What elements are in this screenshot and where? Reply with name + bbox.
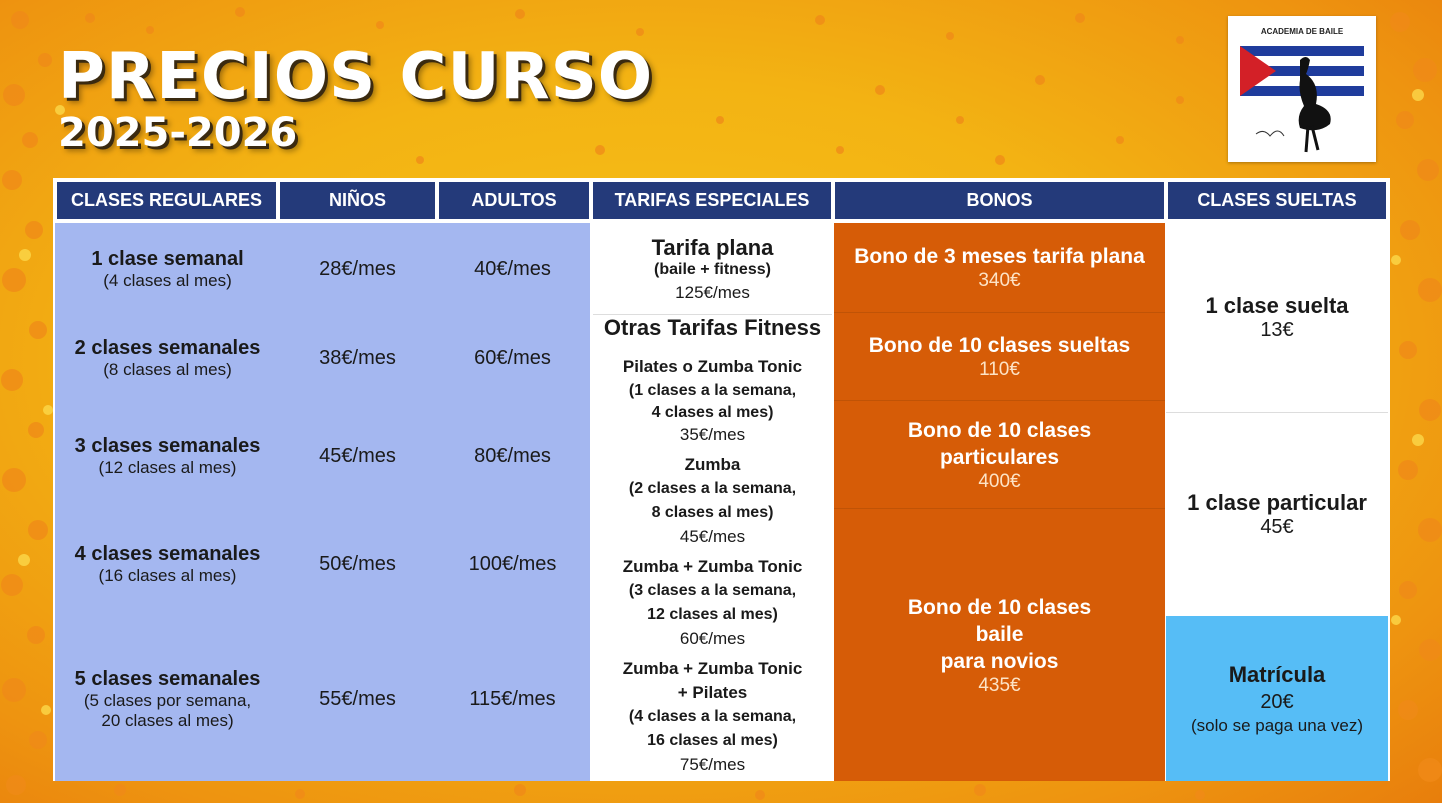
row-1-detail: (4 clases al mes) [103,270,232,290]
row-4-ninos: 50€/mes [319,552,396,575]
row-2-label: 2 clases semanales [74,336,261,359]
fitness-1-line3: 4 clases al mes) [651,404,774,421]
particular-cell [1166,413,1388,616]
bono-3-cell [834,401,1165,508]
row-5-ninos: 55€/mes [319,687,396,710]
row-2-detail: (8 clases al mes) [103,359,232,379]
row-4-label-cell [55,511,280,617]
bono-1-cell [834,223,1165,312]
bono-1-title: Bono de 3 meses tarifa plana [854,245,1145,268]
header-adultos: ADULTOS [439,182,589,219]
logo-caption: ACADEMIA DE BAILE [1260,27,1344,36]
row-1-adultos: 40€/mes [474,257,551,280]
header-bonos: BONOS [835,182,1164,219]
fitness-title: Otras Tarifas Fitness [603,315,822,340]
bono-4-title: Bono de 10 clases [907,595,1092,619]
tarifa-plana-price: 125€/mes [675,283,750,302]
fitness-1-line2: (1 clases a la semana, [628,382,797,399]
bono-4-title-2: baile [975,622,1024,646]
row-1-label: 1 clase semanal [91,247,244,270]
row-3-detail: (12 clases al mes) [98,457,237,477]
fitness-2-price: 45€/mes [679,527,746,546]
row-3-adultos: 80€/mes [474,444,551,467]
row-4-adultos: 100€/mes [468,552,557,575]
header-regulares: CLASES REGULARES [57,182,276,219]
tarifa-plana-detail: (baile + fitness) [654,261,771,278]
bono-2-title: Bono de 10 clases sueltas [868,334,1131,357]
matricula-price: 20€ [1260,690,1294,713]
row-2-label-cell [55,315,280,401]
suelta-title: 1 clase suelta [1205,293,1349,318]
header-sueltas: CLASES SUELTAS [1168,182,1386,219]
matricula-title: Matrícula [1228,661,1326,687]
fitness-3-price: 60€/mes [679,629,746,648]
fitness-3-line3: 12 clases al mes) [647,606,778,623]
academy-logo [1228,16,1376,162]
matricula-note: (solo se paga una vez) [1191,715,1363,735]
row-1-ninos: 28€/mes [319,257,396,280]
row-4-label: 4 clases semanales [74,542,261,565]
fitness-2-line1: Zumba [684,455,741,474]
row-2-adultos: 60€/mes [474,346,551,369]
suelta-price: 13€ [1260,319,1294,341]
bono-3-title: Bono de 10 clases [907,418,1092,442]
page-title: PRECIOS CURSO [58,40,654,114]
row-5-label-cell [55,617,280,781]
particular-price: 45€ [1260,516,1294,538]
fitness-4-line1: Zumba + Zumba Tonic [622,659,803,678]
row-3-label-cell [55,401,280,511]
row-3-ninos: 45€/mes [319,444,396,467]
bono-4-title-3: para novios [940,649,1059,673]
suelta-cell [1166,223,1388,412]
bono-2-cell [834,313,1165,400]
bono-2-price: 110€ [979,359,1020,380]
header-ninos: NIÑOS [280,182,435,219]
bono-3-price: 400€ [978,470,1021,492]
row-5-label: 5 clases semanales [74,667,261,690]
prices-table [53,178,1390,781]
header-especiales: TARIFAS ESPECIALES [593,182,831,219]
row-4-detail: (16 clases al mes) [98,565,237,585]
tarifa-plana-cell [593,223,832,315]
fitness-3-line2: (3 clases a la semana, [628,582,797,599]
row-1-label-cell [55,223,280,315]
tarifa-plana-title: Tarifa plana [651,235,774,260]
particular-title: 1 clase particular [1187,490,1367,515]
row-5-detail: (5 clases por semana, [83,690,252,710]
matricula-cell [1166,616,1388,781]
fitness-2-line2: (2 clases a la semana, [628,480,797,497]
bono-3-title-2: particulares [939,445,1060,469]
fitness-4-line1b: + Pilates [677,683,748,702]
fitness-2-line3: 8 clases al mes) [651,504,774,521]
fitness-cell [593,315,832,781]
row-2-ninos: 38€/mes [319,346,396,369]
row-5-adultos: 115€/mes [469,687,556,710]
page-subtitle: 2025-2026 [58,110,298,156]
row-5-detail-2: 20 clases al mes) [101,710,234,730]
fitness-1-price: 35€/mes [679,425,746,444]
bono-4-cell [834,509,1165,781]
fitness-1-line1: Pilates o Zumba Tonic [622,357,803,376]
bono-1-price: 340€ [978,270,1021,291]
fitness-3-line1: Zumba + Zumba Tonic [622,557,803,576]
fitness-4-line3: 16 clases al mes) [647,732,778,749]
fitness-4-line2: (4 clases a la semana, [628,708,797,725]
bono-4-price: 435€ [978,674,1021,696]
fitness-4-price: 75€/mes [679,755,746,774]
dancer-logo-icon [1228,16,1376,162]
row-3-label: 3 clases semanales [74,434,261,457]
